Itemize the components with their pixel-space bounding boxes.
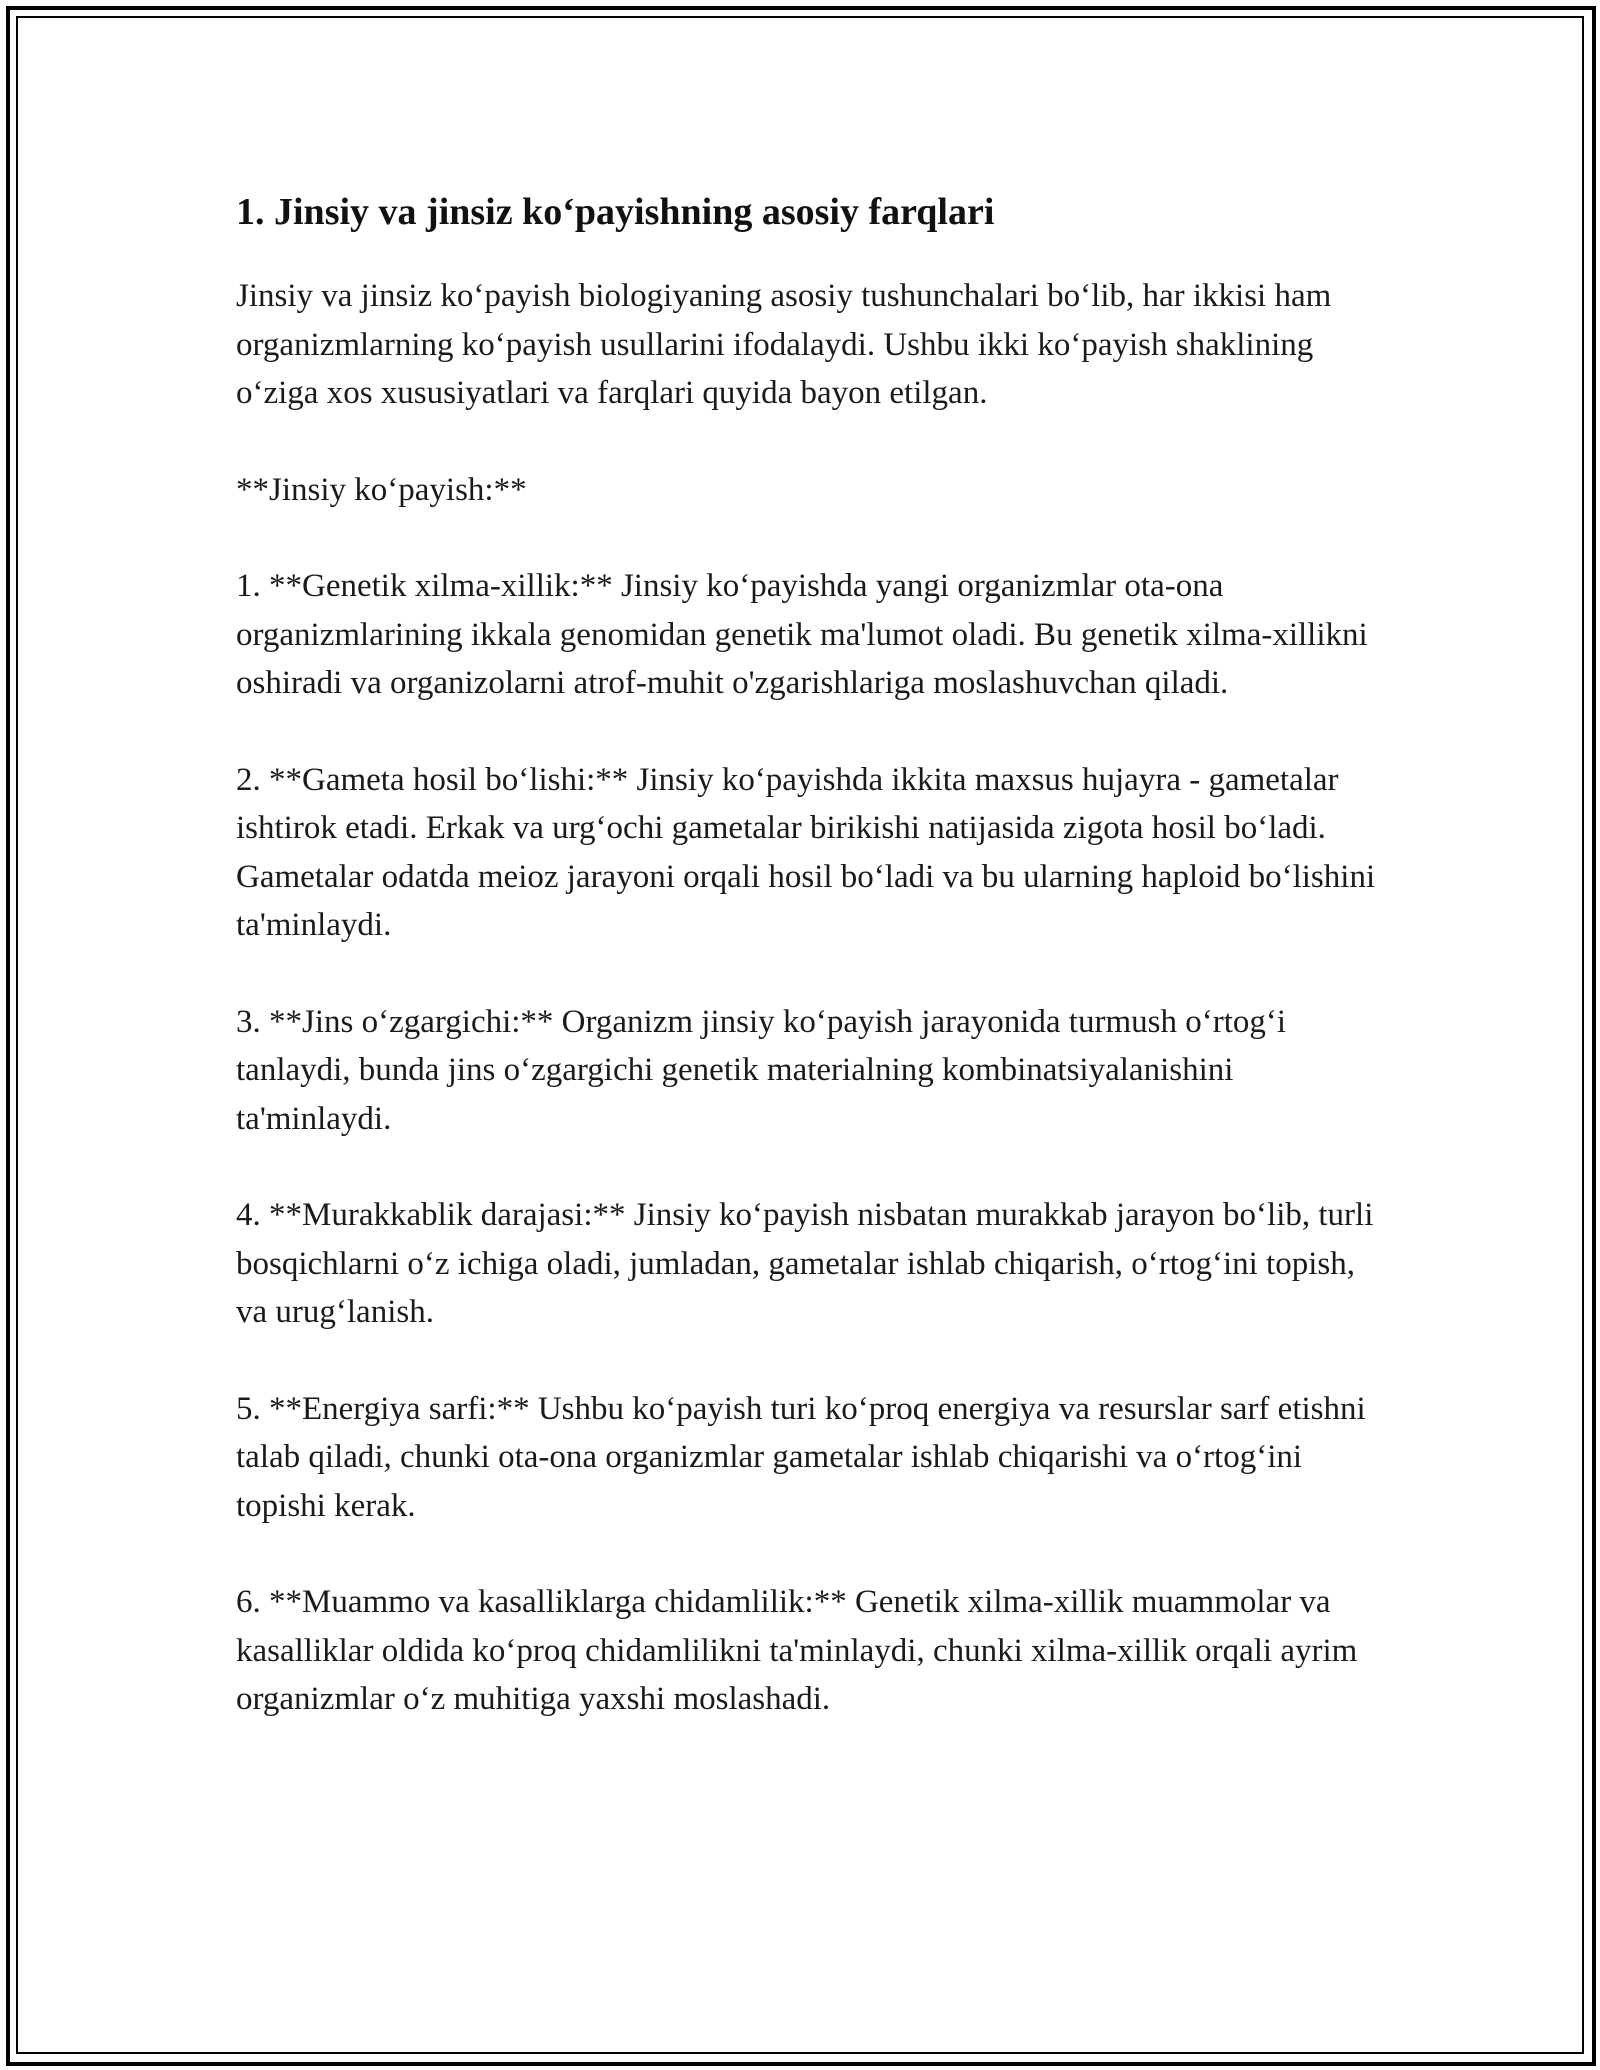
document-body [236,186,1376,1772]
list-item-disease-resistance: 6. **Muammo va kasalliklarga chidamlilik:** Genetik xilma-xillik muammolar va kasalliklar oldida ko‘proq chidamlilikni ta'minlaydi, chunki xilma-xillik orqali ayrim organizmlar o‘z muhitiga yaxshi moslashadi. [236,1584,1358,1717]
list-item-gamete-formation: 2. **Gameta hosil bo‘lishi:** Jinsiy ko‘payishda ikkita maxsus hujayra - gametalar ishtirok etadi. Erkak va urg‘ochi gametalar birikishi natijasida zigota hosil bo‘ladi. Gametalar odatda meioz jarayoni orqali hosil bo‘ladi va bu ularning haploid bo‘lishini ta'minlaydi. [236,761,1376,943]
list-item-energy-cost: 5. **Energiya sarfi:** Ushbu ko‘payish turi ko‘proq energiya va resurslar sarf etishni talab qiladi, chunki ota-ona organizmlar gametalar ishlab chiqarishi va o‘rtog‘ini topishi kerak. [236,1390,1366,1524]
document-title: 1. Jinsiy va jinsiz ko‘payishning asosiy farqlari [236,191,995,233]
list-item-sex-changer: 3. **Jins o‘zgargichi:** Organizm jinsiy ko‘payish jarayonida turmush o‘rtog‘i tanlaydi, bunda jins o‘zgargichi genetik materialning kombinatsiyalanishini ta'minlaydi. [236,1003,1287,1137]
list-item-complexity: 4. **Murakkablik darajasi:** Jinsiy ko‘payish nisbatan murakkab jarayon bo‘lib, turli bosqichlarni o‘z ichiga oladi, jumladan, gametalar ishlab chiqarish, o‘rtog‘ini topish, va urug‘lanish. [236,1197,1374,1330]
intro-paragraph: Jinsiy va jinsiz ko‘payish biologiyaning asosiy tushunchalari bo‘lib, har ikkisi ham organizmlarning ko‘payish usullarini ifodalaydi. Ushbu ikki ko‘payish shaklining o‘ziga xos xususiyatlari va farqlari quyida bayon etilgan. [236,278,1332,411]
section-heading-sexual-reproduction: **Jinsiy ko‘payish:** [236,471,527,508]
list-item-genetic-diversity: 1. **Genetik xilma-xillik:** Jinsiy ko‘payishda yangi organizmlar ota-ona organizmlarining ikkala genomidan genetik ma'lumot oladi. Bu genetik xilma-xillikni oshiradi va organizolarni atrof-muhit o'zgarishlariga moslashuvchan qiladi. [236,568,1368,701]
